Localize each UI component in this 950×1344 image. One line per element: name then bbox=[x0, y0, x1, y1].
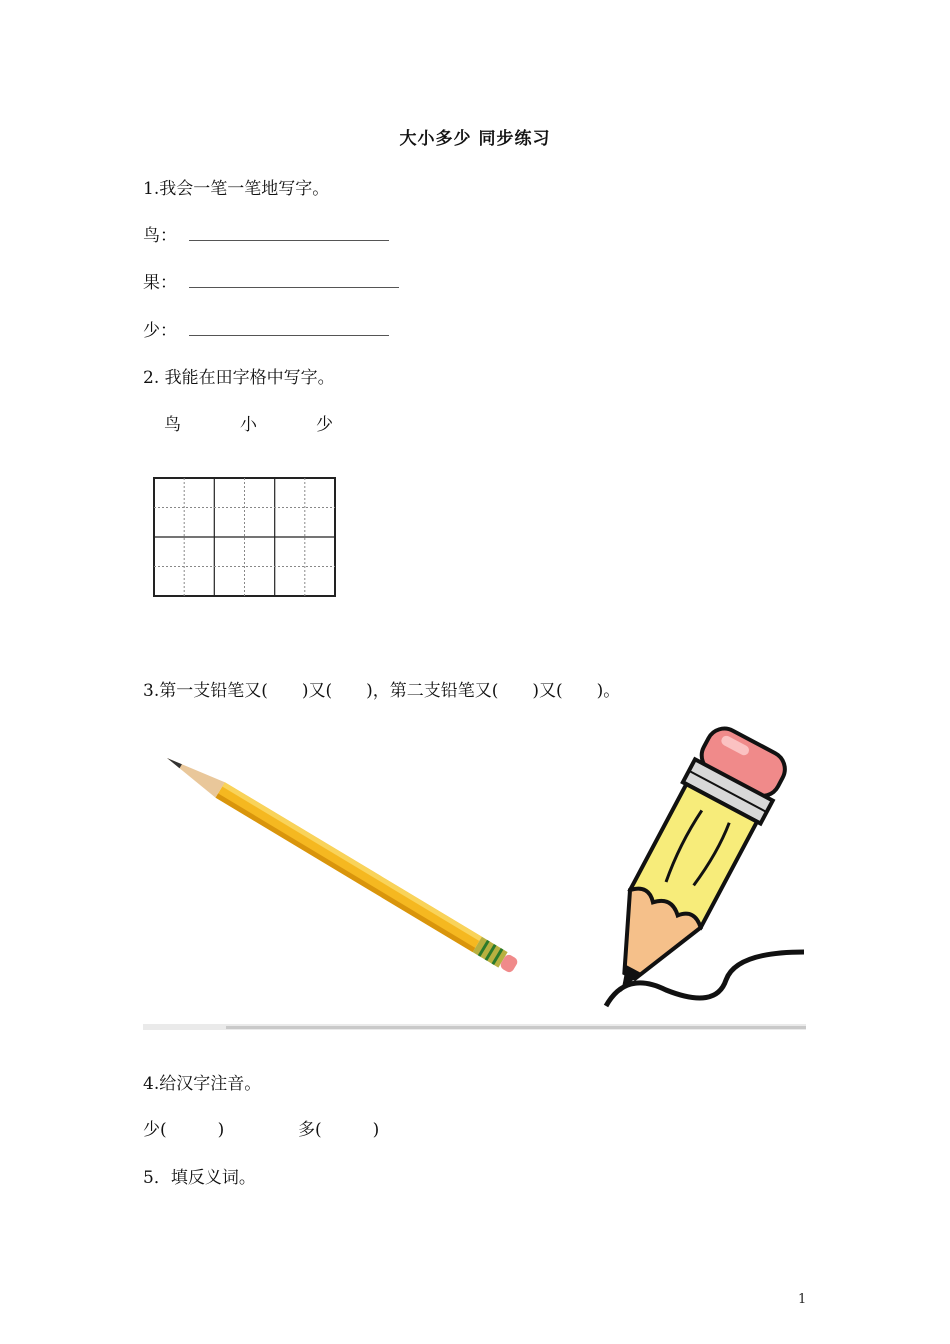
question-3-heading: 3.第一支铅笔又( )又( )，第二支铅笔又( )又( )。 bbox=[143, 681, 621, 701]
question-5-heading: 5．填反义词。 bbox=[143, 1168, 256, 1188]
question-1-heading: 1.我会一笔一笔地写字。 bbox=[143, 179, 330, 199]
q1-item-niao bbox=[143, 221, 389, 246]
writing-line[interactable] bbox=[189, 273, 399, 288]
q4-item-shao[interactable]: 少( ) bbox=[143, 1120, 225, 1140]
cartoon-pencil-image bbox=[566, 720, 806, 1020]
q1-item-label: 鸟： bbox=[143, 226, 177, 246]
tianzige-grid[interactable] bbox=[153, 477, 337, 602]
q1-item-label: 少： bbox=[143, 321, 177, 341]
cartoon-pencil-icon bbox=[566, 720, 806, 1020]
page-title: 大小多少 同步练习 bbox=[399, 129, 551, 149]
writing-line[interactable] bbox=[189, 321, 389, 336]
page-number: 1 bbox=[798, 1292, 807, 1307]
practice-characters bbox=[164, 410, 392, 435]
long-pencil-image bbox=[143, 720, 559, 1020]
practice-char: 鸟 bbox=[164, 415, 181, 435]
q4-item-duo[interactable]: 多( ) bbox=[298, 1120, 380, 1140]
q1-item-shao bbox=[143, 316, 389, 341]
practice-char: 少 bbox=[316, 415, 333, 435]
writing-line[interactable] bbox=[189, 226, 389, 241]
question-2-heading: 2. 我能在田字格中写字。 bbox=[143, 368, 335, 388]
tianzige-grid-svg bbox=[153, 477, 337, 598]
q1-item-label: 果： bbox=[143, 273, 177, 293]
image-divider-shadow bbox=[226, 1026, 806, 1029]
practice-char: 小 bbox=[240, 415, 257, 435]
long-pencil-icon bbox=[143, 720, 559, 1020]
question-4-heading: 4.给汉字注音。 bbox=[143, 1074, 262, 1094]
q1-item-guo bbox=[143, 268, 399, 293]
